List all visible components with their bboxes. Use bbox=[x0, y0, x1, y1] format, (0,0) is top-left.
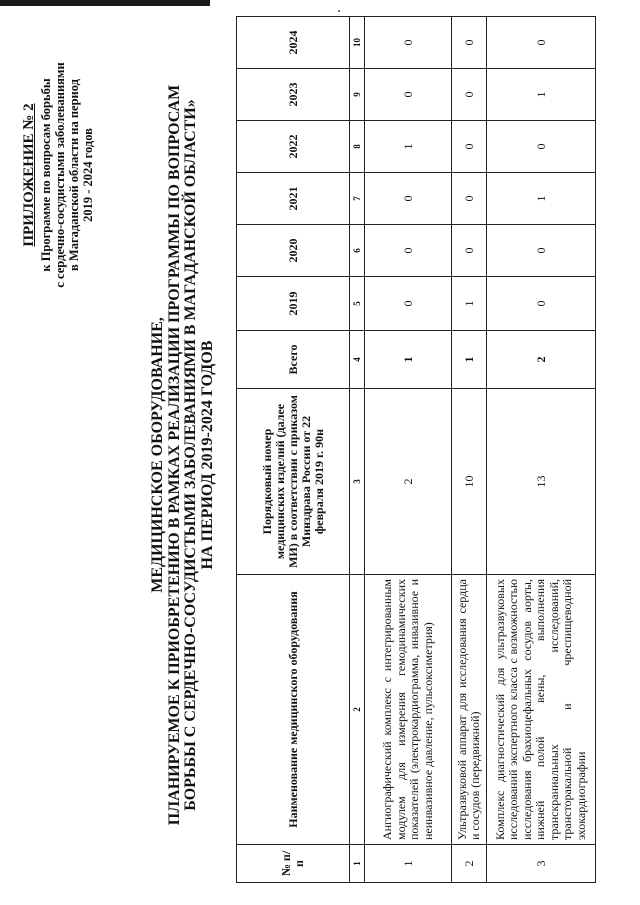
table-header-row bbox=[237, 17, 350, 883]
row-equipment-name: Комплекс диагностический для ультразвуковых исследований экспертного класса с возможностью исследования брахиоцефальных сосудов аорты, нижней полой вены, выполнения транскраниальных исследований, трансторакальной и чреспищеводной эхокардиографии bbox=[487, 575, 596, 845]
header-num: № п/п bbox=[237, 845, 350, 883]
row-2020: 0 bbox=[365, 225, 452, 277]
column-number: 5 bbox=[350, 277, 365, 331]
row-total: 1 bbox=[365, 331, 452, 389]
heading-line: НА ПЕРИОД 2019-2024 ГОДОВ bbox=[198, 340, 216, 570]
column-number: 9 bbox=[350, 69, 365, 121]
column-number: 4 bbox=[350, 331, 365, 389]
column-number: 1 bbox=[350, 845, 365, 883]
table-row bbox=[487, 17, 596, 883]
row-2024: 0 bbox=[487, 17, 596, 69]
row-num: 3 bbox=[487, 845, 596, 883]
appendix-line: 2019 - 2024 годов bbox=[81, 128, 95, 222]
header-2019: 2019 bbox=[237, 277, 350, 331]
header-order: Порядковый номер медицинских изделий (далее МИ) в соответствии с приказом Минздрава России от 22 февраля 2019 г. 90н bbox=[237, 389, 350, 575]
appendix-line: с сердечно-сосудистыми заболеваниями bbox=[53, 62, 67, 288]
column-number: 7 bbox=[350, 173, 365, 225]
heading-line: ПЛАНИРУЕМОЕ К ПРИОБРЕТЕНИЮ В РАМКАХ РЕАЛИЗАЦИИ ПРОГРАММЫ ПО ВОПРОСАМ bbox=[165, 84, 183, 826]
rotated-page bbox=[10, 15, 630, 895]
header-2021: 2021 bbox=[237, 173, 350, 225]
row-2019: 0 bbox=[365, 277, 452, 331]
heading-line: МЕДИЦИНСКОЕ ОБОРУДОВАНИЕ, bbox=[149, 317, 166, 593]
row-total: 1 bbox=[452, 331, 487, 389]
row-2023: 0 bbox=[452, 69, 487, 121]
row-2019: 1 bbox=[452, 277, 487, 331]
row-2020: 0 bbox=[452, 225, 487, 277]
row-2019: 0 bbox=[487, 277, 596, 331]
row-equipment-name: Ангиографический комплекс с интегрированным модулем для измерения гемодинамических показателей (электрокардиограмма, инвазивное и неинвазивное давление, пульсоксиметрия) bbox=[365, 575, 452, 845]
header-2024: 2024 bbox=[237, 17, 350, 69]
row-2022: 0 bbox=[452, 121, 487, 173]
column-number: 8 bbox=[350, 121, 365, 173]
header-2020: 2020 bbox=[237, 225, 350, 277]
appendix-line: в Магаданской области на период bbox=[67, 79, 81, 271]
document-heading bbox=[150, 55, 216, 855]
table-row bbox=[365, 17, 452, 883]
heading-line: БОРЬБЫ С СЕРДЕЧНО-СОСУДИСТЫМИ ЗАБОЛЕВАНИЯМИ В МАГАДАНСКОЙ ОБЛАСТИ» bbox=[182, 99, 199, 811]
row-2024: 0 bbox=[365, 17, 452, 69]
row-2021: 1 bbox=[487, 173, 596, 225]
row-2021: 0 bbox=[365, 173, 452, 225]
row-2020: 0 bbox=[487, 225, 596, 277]
column-number: 3 bbox=[350, 389, 365, 575]
column-number: 10 bbox=[350, 17, 365, 69]
row-2022: 0 bbox=[487, 121, 596, 173]
row-2022: 1 bbox=[365, 121, 452, 173]
column-number-row bbox=[350, 17, 365, 883]
equipment-table bbox=[236, 16, 596, 883]
column-number: 6 bbox=[350, 225, 365, 277]
row-order-number: 13 bbox=[487, 389, 596, 575]
row-num: 1 bbox=[365, 845, 452, 883]
header-total: Всего bbox=[237, 331, 350, 389]
row-num: 2 bbox=[452, 845, 487, 883]
column-number: 2 bbox=[350, 575, 365, 845]
header-2022: 2022 bbox=[237, 121, 350, 173]
appendix-line: к Программе по вопросам борьбы bbox=[39, 78, 53, 272]
row-equipment-name: Ультразвуковой аппарат для исследования сердца и сосудов (передвижной) bbox=[452, 575, 487, 845]
row-order-number: 10 bbox=[452, 389, 487, 575]
appendix-title: ПРИЛОЖЕНИЕ № 2 bbox=[21, 103, 37, 247]
row-order-number: 2 bbox=[365, 389, 452, 575]
header-name: Наименование медицинского оборудования bbox=[237, 575, 350, 845]
appendix-block bbox=[22, 15, 95, 335]
scan-edge-artifact bbox=[0, 0, 210, 6]
scan-speck bbox=[338, 10, 340, 12]
table-row bbox=[452, 17, 487, 883]
row-2023: 1 bbox=[487, 69, 596, 121]
header-2023: 2023 bbox=[237, 69, 350, 121]
row-2024: 0 bbox=[452, 17, 487, 69]
row-2021: 0 bbox=[452, 173, 487, 225]
row-2023: 0 bbox=[365, 69, 452, 121]
row-total: 2 bbox=[487, 331, 596, 389]
